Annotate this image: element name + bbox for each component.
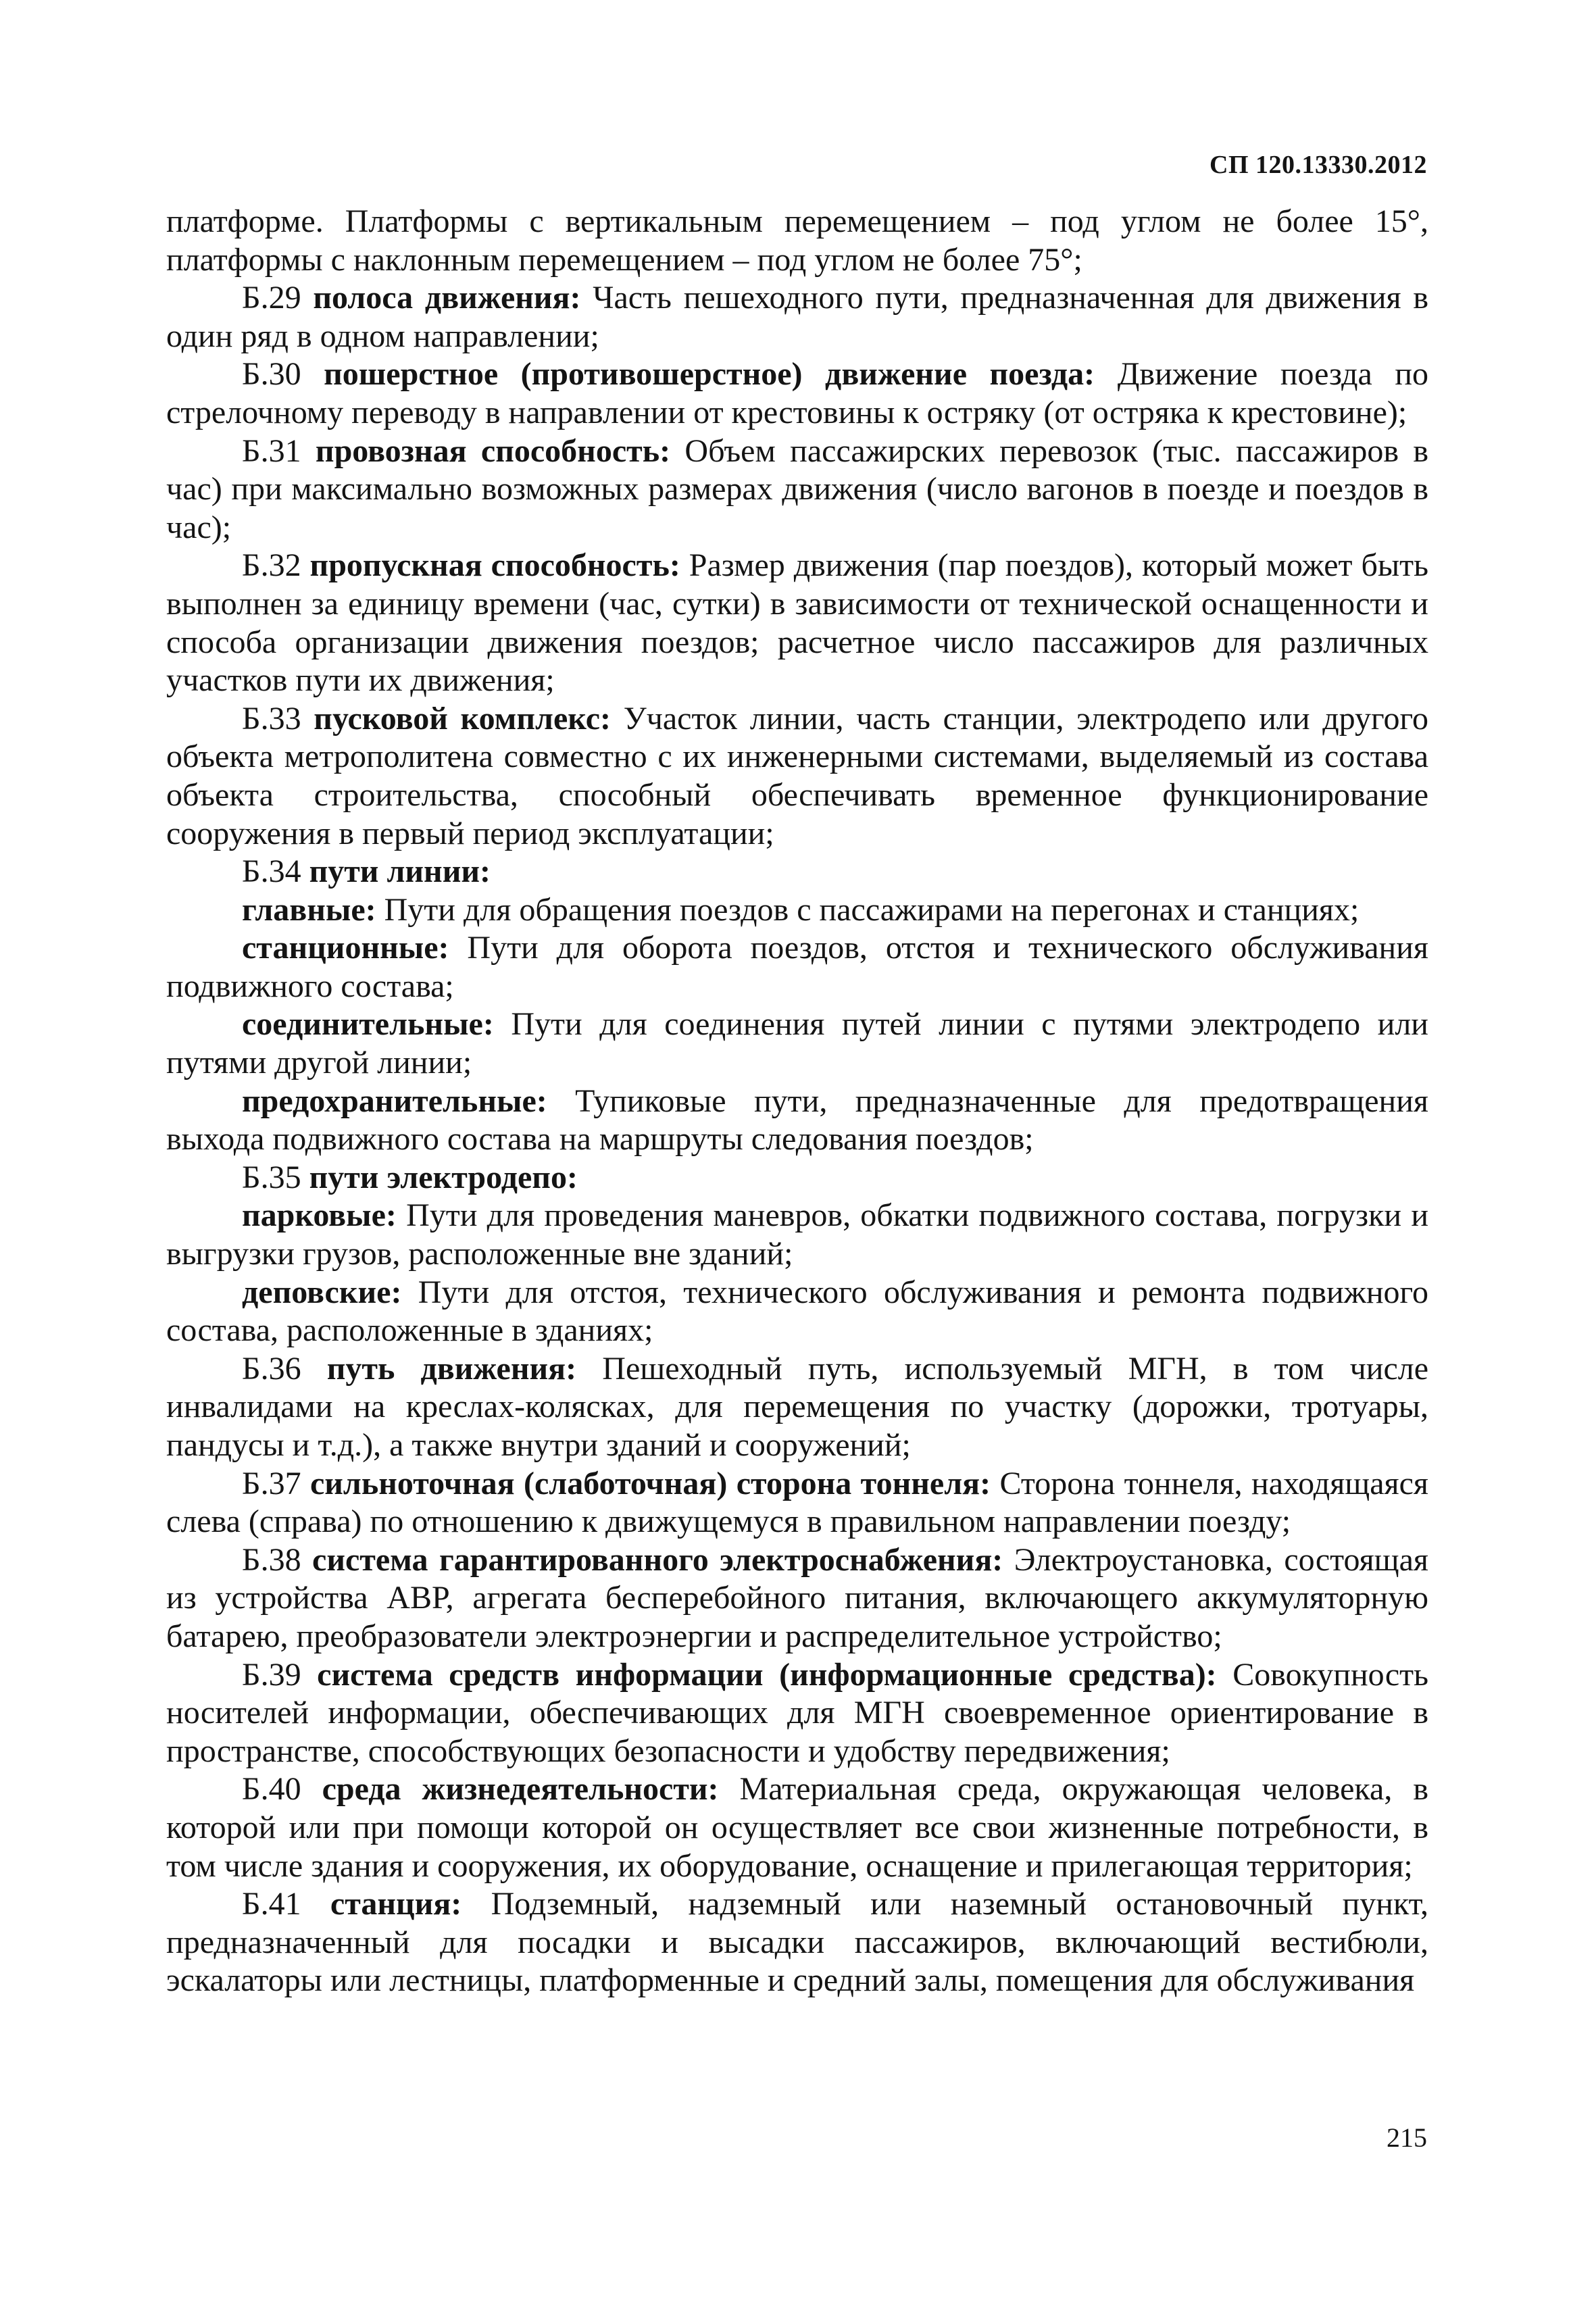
defined-term: пути электродепо:	[309, 1159, 578, 1195]
definition-text: Пешеходный путь, используемый МГН, в том числе инвалидами на креслах-колясках, для перемещения по участку (дорожки, тротуары, пандусы и т.д.), а также внутри зданий и сооружений;	[166, 1350, 1429, 1463]
item-number: Б.35	[242, 1159, 309, 1195]
defined-term: главные:	[242, 891, 376, 928]
item-number: Б.40	[242, 1771, 322, 1808]
definition-paragraph	[166, 432, 1428, 547]
page-number: 215	[1387, 2122, 1427, 2153]
definition-text: Движение поезда по стрелочному переводу в направлении от крестовины к остряку (от остряка к крестовине);	[166, 356, 1429, 430]
definition-paragraph	[166, 1885, 1428, 2000]
definition-text: Пути для оборота поездов, отстоя и технического обслуживания подвижного состава;	[166, 930, 1428, 1004]
defined-term: станция:	[330, 1886, 462, 1922]
defined-term: парковые:	[242, 1197, 397, 1234]
item-number: Б.30	[242, 356, 324, 393]
definition-paragraph	[166, 355, 1428, 432]
definition-paragraph	[166, 1197, 1428, 1273]
definition-text: Материальная среда, окружающая человека, в которой или при помощи которой он осуществляет все свои жизненные потребности, в том числе здания и сооружения, их оборудование, оснащение и прилегающая территория;	[166, 1771, 1428, 1884]
definition-text: Электроустановка, состоящая из устройства АВР, агрегата бесперебойного питания, включающего аккумуляторную батарею, преобразователи электроэнергии и распределительное устройство;	[166, 1541, 1429, 1654]
defined-term: предохранительные:	[242, 1082, 547, 1119]
defined-term: система средств информации (информационные средства):	[317, 1656, 1217, 1693]
item-number: Б.38	[242, 1541, 313, 1578]
definition-text: Участок линии, часть станции, электродепо или другого объекта метрополитена совместно с их инженерными системами, выделяемый из состава объекта строительства, способный обеспечивать временное функционирование сооружения в первый период эксплуатации;	[166, 700, 1429, 851]
definition-paragraph	[166, 929, 1428, 1005]
document-body	[166, 203, 1428, 2000]
definition-paragraph	[166, 1082, 1428, 1159]
defined-term: провозная способность:	[315, 432, 671, 469]
definition-paragraph	[166, 700, 1428, 853]
definition-paragraph	[166, 203, 1428, 279]
definition-text: Тупиковые пути, предназначенные для предотвращения выхода подвижного состава на маршруты следования поездов;	[166, 1082, 1428, 1158]
definition-text: Совокупность носителей информации, обеспечивающих для МГН своевременное ориентирование в пространстве, способствующих безопасности и удобству передвижения;	[166, 1656, 1429, 1769]
definition-paragraph	[166, 891, 1428, 930]
item-number: Б.32	[242, 547, 310, 584]
definition-paragraph	[166, 1005, 1428, 1082]
definition-paragraph	[166, 1159, 1428, 1197]
definition-text: Часть пешеходного пути, предназначенная для движения в один ряд в одном направлении;	[166, 280, 1428, 354]
definition-text: Размер движения (пар поездов), который может быть выполнен за единицу времени (час, сутки) в зависимости от технической оснащенности и способа организации движения поездов; расчетное число пассажиров для различных участков пути их движения;	[166, 547, 1429, 699]
defined-term: пути линии:	[309, 853, 491, 890]
definition-paragraph	[166, 547, 1428, 699]
item-number: Б.37	[242, 1465, 310, 1501]
defined-term: путь движения:	[326, 1350, 577, 1387]
item-number: Б.29	[242, 280, 314, 316]
definition-paragraph	[166, 1656, 1428, 1771]
defined-term: станционные:	[242, 930, 449, 966]
definition-paragraph	[166, 1770, 1428, 1885]
definition-paragraph	[166, 1541, 1428, 1656]
definition-text: Подземный, надземный или наземный остановочный пункт, предназначенный для посадки и высадки пассажиров, включающий вестибюли, эскалаторы или лестницы, платформенные и средний залы, помещения для обслуживания	[166, 1886, 1428, 1999]
definition-paragraph	[166, 853, 1428, 891]
definition-text: Пути для проведения маневров, обкатки подвижного состава, погрузки и выгрузки грузов, расположенные вне зданий;	[166, 1197, 1428, 1272]
defined-term: деповские:	[242, 1274, 402, 1310]
item-number: Б.33	[242, 700, 314, 737]
definition-text: платформе. Платформы с вертикальным перемещением – под углом не более 15°, платформы с наклонным перемещением – под углом не более 75°;	[166, 203, 1428, 278]
item-number: Б.34	[242, 853, 309, 890]
defined-term: пошерстное (противошерстное) движение поезда:	[324, 356, 1095, 393]
definition-paragraph	[166, 1350, 1428, 1465]
definition-text: Объем пассажирских перевозок (тыс. пассажиров в час) при максимально возможных размерах движения (число вагонов в поезде и поездов в час);	[166, 432, 1428, 545]
definition-text: Пути для соединения путей линии с путями электродепо или путями другой линии;	[166, 1006, 1428, 1081]
item-number: Б.39	[242, 1656, 318, 1693]
defined-term: полоса движения:	[313, 280, 581, 316]
defined-term: сильноточная (слаботочная) сторона тоннеля:	[309, 1465, 991, 1501]
definition-paragraph	[166, 1465, 1428, 1541]
defined-term: пусковой комплекс:	[314, 700, 612, 737]
defined-term: среда жизнедеятельности:	[322, 1771, 719, 1808]
definition-text: Сторона тоннеля, находящаяся слева (справа) по отношению к движущемуся в правильном направлении поезду;	[166, 1465, 1429, 1540]
definition-paragraph	[166, 1274, 1428, 1350]
definition-text: Пути для отстоя, технического обслуживания и ремонта подвижного состава, расположенные в зданиях;	[166, 1274, 1428, 1349]
item-number: Б.31	[242, 432, 316, 469]
definition-paragraph	[166, 279, 1428, 355]
item-number: Б.41	[242, 1886, 330, 1922]
defined-term: соединительные:	[242, 1006, 494, 1043]
definition-text: Пути для обращения поездов с пассажирами на перегонах и станциях;	[376, 891, 1360, 928]
defined-term: система гарантированного электроснабжения:	[312, 1541, 1003, 1578]
document-code: СП 120.13330.2012	[1210, 151, 1427, 179]
item-number: Б.36	[242, 1350, 327, 1387]
defined-term: пропускная способность:	[309, 547, 680, 584]
